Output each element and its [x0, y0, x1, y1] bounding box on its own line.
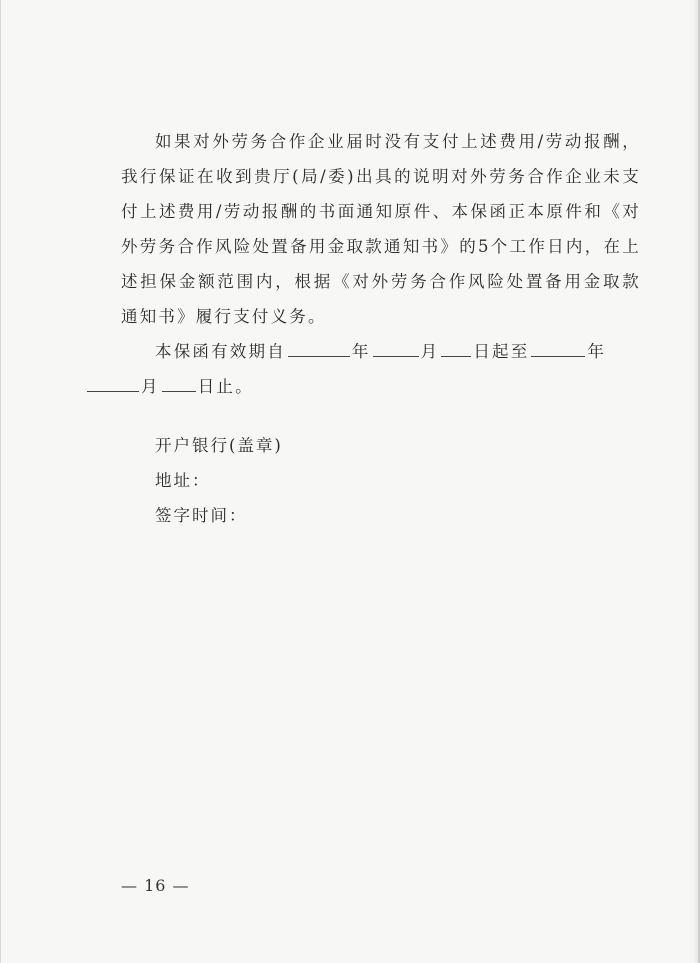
signature-block: [155, 428, 283, 533]
sign-time-label: 签字时间：: [155, 506, 248, 525]
end-day-blank: [162, 373, 196, 392]
end-year-blank: [531, 338, 585, 357]
validity-month-1: 月: [420, 342, 440, 361]
validity-month-2: 月: [141, 377, 160, 396]
validity-year-1: 年: [351, 342, 371, 361]
start-month-blank: [373, 338, 419, 357]
validity-day-end: 日止。: [197, 377, 254, 396]
validity-period-line: [121, 334, 641, 404]
validity-prefix: 本保函有效期自: [155, 342, 286, 361]
guarantee-paragraph: 如果对外劳务合作企业届时没有支付上述费用/劳动报酬，我行保证在收到贵厅(局/委)出具的说明对外劳务合作企业未支付上述费用/劳动报酬的书面通知原件、本保函正本原件和《对外劳务合作风险处置备用金取款通知书》的5个工作日内，在上述担保金额范围内，根据《对外劳务合作风险处置备用金取款通知书》履行支付义务。: [121, 132, 641, 326]
start-day-blank: [441, 338, 471, 357]
page-number: — 16 —: [121, 876, 190, 895]
document-body: [121, 124, 641, 404]
bank-seal-label: 开户银行(盖章): [155, 436, 283, 455]
end-month-blank: [87, 373, 139, 392]
validity-year-2: 年: [587, 342, 607, 361]
start-year-blank: [288, 338, 350, 357]
address-label: 地址：: [155, 471, 211, 490]
validity-day-from: 日起至: [473, 342, 530, 361]
